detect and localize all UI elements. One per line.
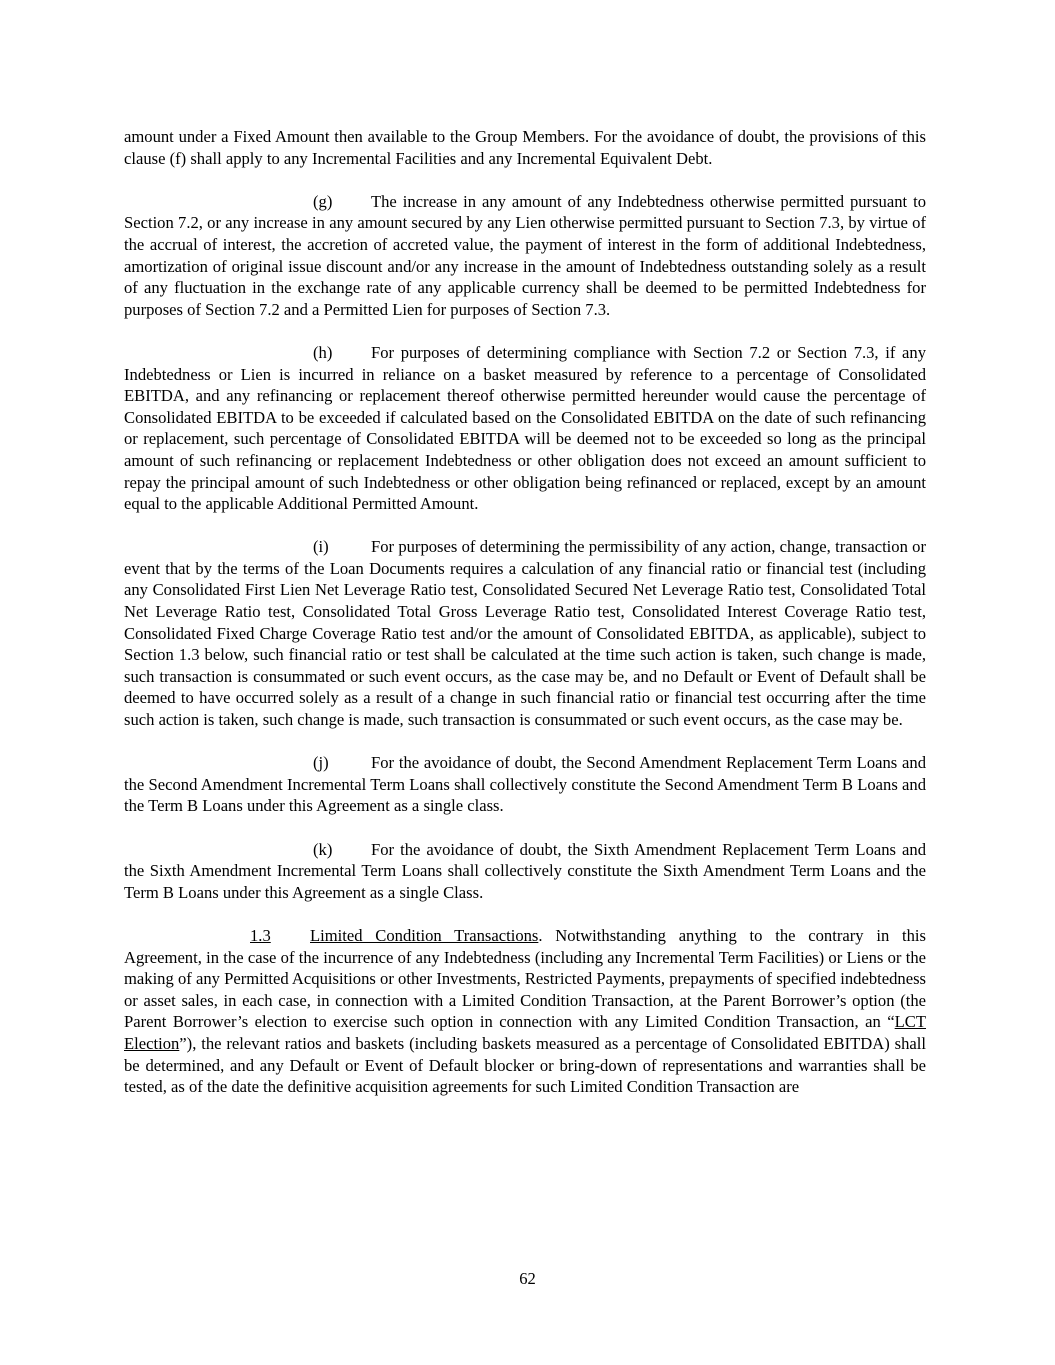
paragraph-j-text: For the avoidance of doubt, the Second Amendment Replacement Term Loans and the Second Amendment Incremental Term Loans shall collectively constitute the Second Amendment Term B Loans and the Term B Loans under this Agreement as a single class. xyxy=(124,753,926,816)
paragraph-g-marker: (g) xyxy=(313,191,333,211)
paragraph-i-marker: (i) xyxy=(313,537,329,557)
paragraph-g-text: The increase in any amount of any Indebtedness otherwise permitted pursuant to Section 7.2, or any increase in any amount secured by any Lien otherwise permitted pursuant to Section 7.3, by virtue of the accrual of interest, the accretion of accreted value, the payment of interest in the form of additional Indebtedness, amortization of original issue discount and/or any increase in the amount of Indebtedness outstanding solely as a result of any fluctuation in the exchange rate of any applicable currency shall be deemed to be permitted Indebtedness for purposes of Section 7.2 and a Permitted Lien for purposes of Section 7.3. xyxy=(124,191,926,319)
section-1-3-text-before-term: . Notwithstanding anything to the contrary in this Agreement, in the case of the incurrence of any Indebtedness (including any Incremental Term Facilities) or Liens or the making of any Permitted Acquisitions or other Investments, Restricted Payments, prepayments of specified indebtedness or asset sales, in each case, in connection with a Limited Condition Transaction, at the Parent Borrower’s option (the Parent Borrower’s election to exercise such option in connection with any Limited Condition Transaction, an “ xyxy=(124,925,926,1032)
paragraph-k-marker: (k) xyxy=(313,839,333,859)
paragraph-k-text: For the avoidance of doubt, the Sixth Amendment Replacement Term Loans and the Sixth Amendment Incremental Term Loans shall collectively constitute the Sixth Amendment Term Loans and the Term B Loans under this Agreement as a single Class. xyxy=(124,839,926,902)
paragraph-h-text: For purposes of determining compliance with Section 7.2 or Section 7.3, if any Indebtedness or Lien is incurred in reliance on a basket measured by reference to a percentage of Consolidated EBITDA, and any refinancing or replacement thereof otherwise permitted hereunder would cause the percentage of Consolidated EBITDA to be exceeded if calculated based on the Consolidated EBITDA on the date of such refinancing or replacement, such percentage of Consolidated EBITDA will be deemed not to be exceeded so long as the principal amount of such refinancing or replacement Indebtedness or other obligation does not exceed an amount sufficient to repay the principal amount of such Indebtedness or other obligation being refinanced or replaced, except by an amount equal to the applicable Additional Permitted Amount. xyxy=(124,342,926,514)
paragraph-g xyxy=(124,191,926,321)
paragraph-j-marker: (j) xyxy=(313,753,329,773)
section-1-3-defined-term: LCT Election xyxy=(124,1012,926,1053)
paragraph-k xyxy=(124,839,926,904)
paragraph-i-text: For purposes of determining the permissibility of any action, change, transaction or event that by the terms of the Loan Documents requires a calculation of any financial ratio or financial test (including any Consolidated First Lien Net Leverage Ratio test, Consolidated Secured Net Leverage Ratio test, Consolidated Total Net Leverage Ratio test, Consolidated Total Gross Leverage Ratio test, Consolidated Interest Coverage Ratio test, Consolidated Fixed Charge Coverage Ratio test and/or the amount of Consolidated EBITDA, as applicable), subject to Section 1.3 below, such financial ratio or test shall be calculated at the time such action is taken, such change is made, such transaction is consummated or such event occurs, as the case may be, and no Default or Event of Default shall be deemed to have occurred solely as a result of a change in such financial ratio or financial test occurring after the time such action is taken, such change is made, such transaction is consummated or such event occurs, as the case may be. xyxy=(124,537,926,730)
document-page xyxy=(124,126,926,1119)
paragraph-i xyxy=(124,536,926,730)
section-1-3-number: 1.3 xyxy=(250,925,271,945)
section-1-3-heading: Limited Condition Transactions xyxy=(310,925,539,945)
paragraph-f-continuation xyxy=(124,126,926,169)
section-1-3 xyxy=(124,925,926,1098)
section-1-3-text-after-term: ”), the relevant ratios and baskets (including baskets measured as a percentage of Consolidated EBITDA) shall be determined, and any Default or Event of Default blocker or bring-down of representations and warranties shall be tested, as of the date the definitive acquisition agreements for such Limited Condition Transaction are xyxy=(124,1033,926,1097)
paragraph-f-text: amount under a Fixed Amount then available to the Group Members. For the avoidance of doubt, the provisions of this clause (f) shall apply to any Incremental Facilities and any Incremental Equivalent Debt. xyxy=(124,127,926,168)
paragraph-j xyxy=(124,752,926,817)
paragraph-h xyxy=(124,342,926,515)
paragraph-h-marker: (h) xyxy=(313,342,333,362)
page-footer xyxy=(0,1268,1055,1290)
page-number: 62 xyxy=(519,1269,536,1288)
